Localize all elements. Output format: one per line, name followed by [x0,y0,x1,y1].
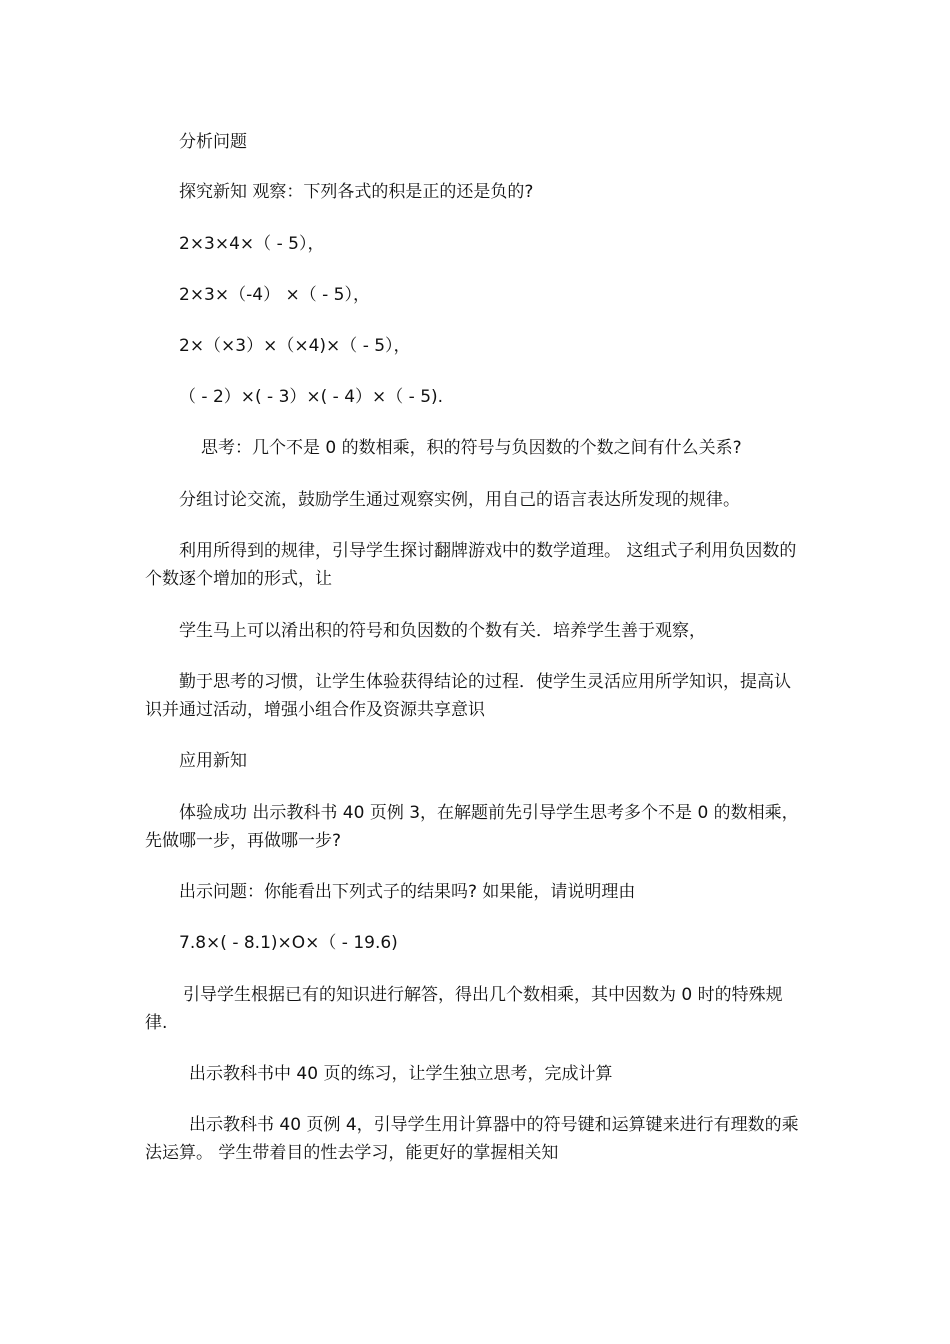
expression-1: 2×3×4×（ - 5）， [179,234,325,254]
heading-analyze-problem: 分析问题 [179,132,247,152]
expression-2: 2×3×（-4） ×（ - 5）， [179,285,370,305]
expression-5: 7.8×( - 8.1)×O×（ - 19.6) [179,933,398,953]
paragraph-think: 思考：几个不是 0 的数相乘，积的符号与负因数的个数之间有什么关系? [201,438,742,458]
paragraph-show-exercise: 出示教科书中 40 页的练习，让学生独立思考，完成计算 [189,1064,613,1084]
expression-4: （ - 2）×( - 3）×( - 4）×（ - 5). [179,387,444,407]
paragraph-group-discussion: 分组讨论交流，鼓励学生通过观察实例，用自己的语言表达所发现的规律。 [179,490,740,510]
paragraph-students-see: 学生马上可以淆出积的符号和负因数的个数有关．培养学生善于观察， [179,621,706,641]
paragraph-use-rule: 利用所得到的规律，引导学生探讨翻牌游戏中的数学道理。 这组式子利用负因数的个数逐个增加的形式，让 [145,541,797,589]
paragraph-explore-observe: 探究新知 观察：下列各式的积是正的还是负的? [179,182,534,202]
heading-apply-new-knowledge: 应用新知 [179,751,247,771]
paragraph-experience-success: 体验成功 出示教科书 40 页例 3，在解题前先引导学生思考多个不是 0 的数相乘，先做哪一步，再做哪一步? [145,803,799,851]
expression-3: 2×（×3）×（×4)×（ - 5）， [179,336,411,356]
paragraph-diligent-thinking: 勤于思考的习惯，让学生体验获得结论的过程．使学生灵活应用所学知识，提高认识并通过活动，增强小组合作及资源共享意识 [145,672,791,720]
paragraph-show-question: 出示问题：你能看出下列式子的结果吗? 如果能，请说明理由 [179,882,636,902]
paragraph-guide-answer: 引导学生根据已有的知识进行解答，得出几个数相乘，其中因数为 0 时的特殊规律. [145,985,783,1033]
paragraph-show-example-4: 出示教科书 40 页例 4，引导学生用计算器中的符号键和运算键来进行有理数的乘法运算。 学生带着目的性去学习，能更好的掌握相关知 [145,1115,799,1163]
